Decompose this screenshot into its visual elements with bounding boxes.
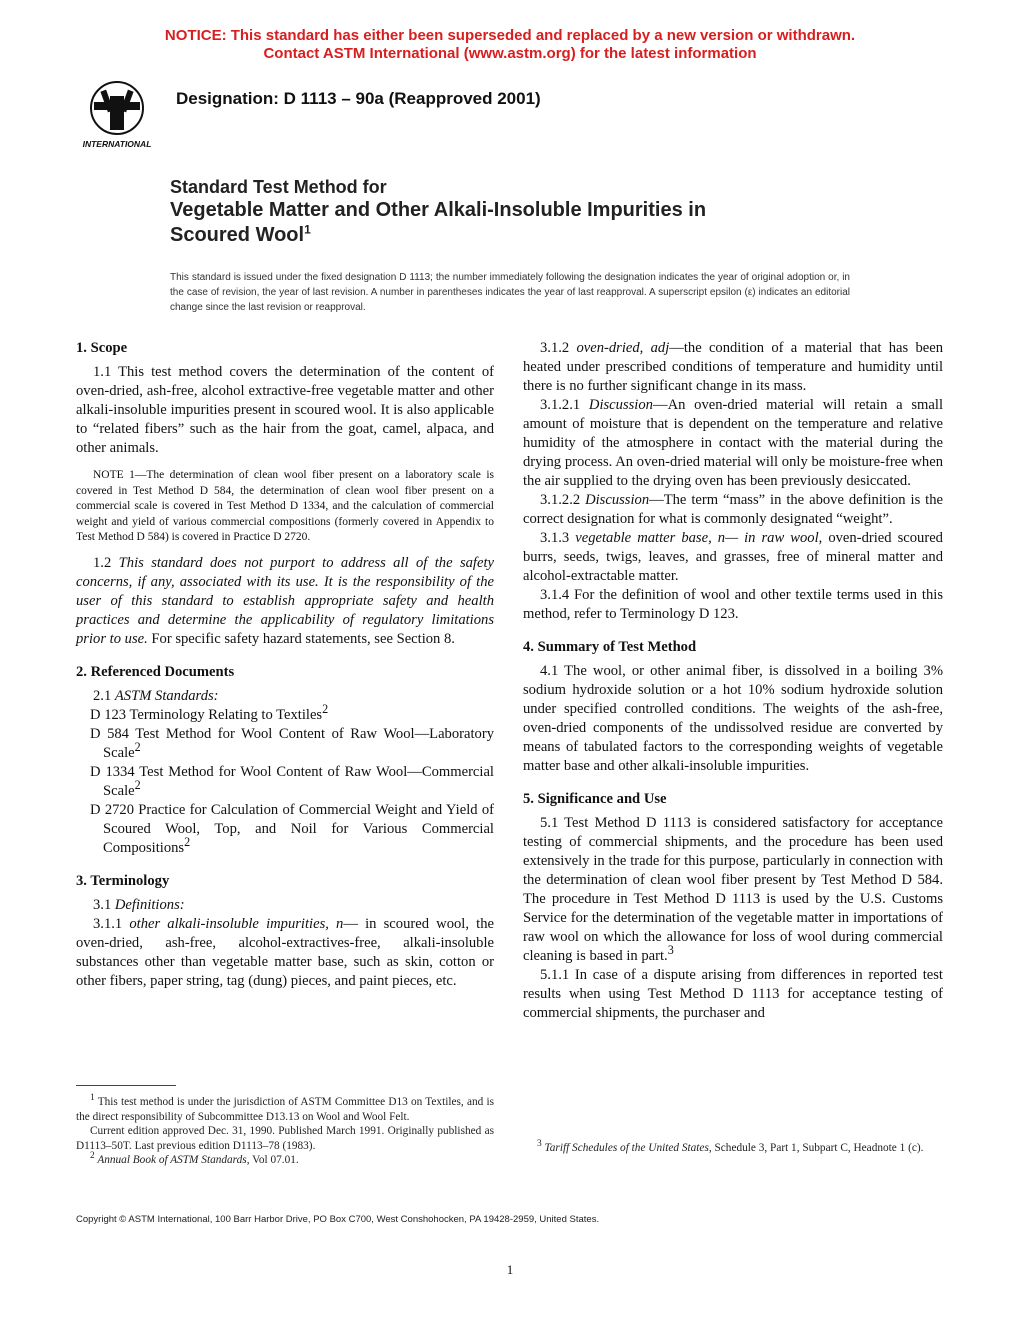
title-line-2: Vegetable Matter and Other Alkali-Insoluble Impurities in [170,199,707,221]
para-3-1-2 [523,339,943,396]
para-1-2-rest: For specific safety hazard statements, see Section 8. [147,630,455,647]
footnote-3-italic: Tariff Schedules of the United States [541,1142,709,1154]
logo-subtext: INTERNATIONAL [82,139,152,149]
para-3-1-2-num: 3.1.2 [540,340,577,356]
astm-logo [74,76,160,152]
document-title [170,176,870,248]
para-3-1-3 [523,529,943,586]
title-line-3: Scoured Wool [170,224,305,246]
para-3-1-num: 3.1 [93,896,115,913]
para-3-1-2-1-italic: Discussion [588,397,653,413]
footnote-1 [76,1095,494,1124]
para-3-1-1-num: 3.1.1 [93,915,130,932]
para-3-1-2-1-num: 3.1.2.1 [540,397,589,413]
para-2-1-num: 2.1 [93,687,115,704]
para-3-1-2-italic: oven-dried, adj [576,340,670,356]
note-1: NOTE 1—The determination of clean wool fiber present on a laboratory scale is covered in Test Method D 584, the determination of clean wool fiber present on a commercial scale is covered in Test Method D 1334, and the calculation of commercial weight and yield of various commercial compositions (formerly covered in Appendix to Test Method D 584) is covered in Practice D 2720. [76,469,494,543]
para-3-1-1-italic: other alkali-insoluble impurities, n [129,915,344,932]
reference-item [76,763,494,801]
right-column [523,339,943,1023]
reference-text: D 2720 Practice for Calculation of Commercial Weight and Yield of Scoured Wool, Top, and Noil for Various Commercial Compositions [90,801,494,856]
title-footnote-mark: 1 [304,222,311,237]
reference-text: D 584 Test Method for Wool Content of Raw Wool—Laboratory Scale [90,725,494,761]
para-3-1-2-2-italic: Discussion [585,492,650,508]
section-2-heading: 2. Referenced Documents [76,663,235,680]
reference-sup: 2 [184,834,191,849]
footnote-1-mark: 1 [90,1093,95,1104]
para-3-1-3-rest: , oven-dried scoured burrs, seeds, twigs, leaves, and grasses, free of mineral matter and alcohol-extractable matter. [523,530,943,584]
footnotes-left [76,1095,494,1168]
footnotes-right [523,1141,943,1156]
para-1-2-italic: This standard does not purport to address all of the safety concerns, if any, associated with its use. It is the responsibility of the user of this standard to establish appropriate safety and health practices and determine the applicability of regulatory limitations prior to use. [76,554,494,647]
footnote-2-rest: , Vol 07.01. [246,1154,299,1166]
para-5-1-sup: 3 [667,943,674,958]
copyright: Copyright © ASTM International, 100 Barr Harbor Drive, PO Box C700, West Conshohocken, PA 19428-2959, United States. [76,1214,600,1225]
para-3-1-3-num: 3.1.3 [540,530,576,546]
section-1-heading: 1. Scope [76,340,128,356]
designation: Designation: D 1113 – 90a (Reapproved 2001) [176,89,541,108]
reference-sup: 2 [134,739,141,754]
section-3-heading: 3. Terminology [76,872,170,889]
page-number: 1 [506,1262,514,1277]
para-3-1-1-rest: — in scoured wool, the oven-dried, ash-free, alcohol-extractives-free, alkali-insoluble substances other than vegetable matter base, such as skin, cotton or other fibers, paper string, tag (dung) pieces, and paint pieces, etc. [76,915,494,989]
para-5-1 [523,814,943,966]
reference-item [76,701,494,725]
reference-sup: 2 [322,701,329,716]
footnote-2 [76,1153,494,1168]
para-3-1-2-1-rest: —An oven-dried material will retain a small amount of moisture that is dependent on the temperature and relative humidity of the atmosphere in contact with the material during the drying process. An oven-dried material will only be moisture-free when the air supplied to the drying oven has been previously desiccated. [523,397,943,489]
left-column [76,339,494,991]
issued-statement: This standard is issued under the fixed designation D 1113; the number immediately following the designation indicates the year of original adoption or, in the case of revision, the year of last revision. A number in parentheses indicates the year of last reapproval. A superscript epsilon (ε) indicates an editorial change since the last revision or reapproval. [170,272,850,313]
para-3-1-1 [76,915,494,991]
footnote-3-rest: , Schedule 3, Part 1, Subpart C, Headnote 1 (c). [708,1142,924,1154]
para-3-1-2-2-num: 3.1.2.2 [540,492,586,508]
para-2-1-italic: ASTM Standards: [114,687,219,704]
footnote-1b: Current edition approved Dec. 31, 1990. Published March 1991. Originally published as D1113–50T. Last previous edition D1113–78 (1983). [76,1125,494,1152]
reference-item [76,725,494,763]
notice-line-2: Contact ASTM International (www.astm.org) for the latest information [263,45,757,62]
para-3-1-2-2-rest: —The term “mass” in the above definition is the correct designation for what is commonly designated “weight”. [523,492,944,527]
para-4-1: 4.1 The wool, or other animal fiber, is dissolved in a boiling 3% sodium hydroxide solution or a hot 10% sodium hydroxide solution under specified controlled conditions. The weights of the ash-free, oven-dried components of the undissolved residue are converted by means of tabulated factors to the corresponding weights of vegetable matter base and other alkali-insoluble impurities. [523,663,943,774]
section-5-heading: 5. Significance and Use [523,791,667,807]
footnote-rule [76,1085,176,1086]
notice-banner [0,27,1020,63]
para-5-1-1: 5.1.1 In case of a dispute arising from differences in reported test results when using Test Method D 1113 for acceptance testing of commercial shipments, the purchaser and [523,967,943,1021]
footnote-2-italic: Annual Book of ASTM Standards [94,1154,247,1166]
para-3-1-2-rest: —the condition of a material that has been heated under prescribed conditions of temperature and humidity until there is no further significant change in its mass. [523,340,943,394]
title-line-1: Standard Test Method for [170,177,387,197]
para-3-1 [76,896,494,915]
reference-text: D 123 Terminology Relating to Textiles [90,706,323,723]
para-2-1 [76,687,494,706]
astm-logo-icon [74,76,160,152]
notice-line-1: NOTICE: This standard has either been superseded and replaced by a new version or withdrawn. [164,27,856,44]
footnote-3-mark: 3 [537,1139,542,1150]
reference-item [76,801,494,858]
para-1-2-num: 1.2 [93,554,119,571]
reference-sup: 2 [134,777,141,792]
footnote-1-text: This test method is under the jurisdiction of ASTM Committee D13 on Textiles, and is the direct responsibility of Subcommittee D13.13 on Wool and Wool Felt. [76,1096,494,1123]
para-1-2 [76,554,494,649]
para-3-1-2-2 [523,491,943,529]
footnote-2-mark: 2 [90,1151,95,1162]
footnote-3 [523,1141,943,1156]
para-3-1-4: 3.1.4 For the definition of wool and other textile terms used in this method, refer to Terminology D 123. [523,587,943,622]
para-3-1-italic: Definitions: [114,896,185,913]
para-1-1: 1.1 This test method covers the determination of the content of oven-dried, ash-free, alcohol extractive-free vegetable matter and other alkali-insoluble impurities present in scoured wool. It is also applicable to “related fibers” such as the hair from the goat, camel, alpaca, and other animals. [76,364,494,456]
reference-text: D 1334 Test Method for Wool Content of Raw Wool—Commercial Scale [90,763,494,799]
para-3-1-2-1 [523,396,943,491]
para-3-1-3-italic: vegetable matter base, n— in raw wool [575,530,819,546]
para-5-1-text: 5.1 Test Method D 1113 is considered satisfactory for acceptance testing of commercial shipments, and the procedure has been used extensively in the trade for this purpose, particularly in connection with the determination of clean wool fiber present by Test Method D 584. The procedure in Test Method D 1113 is used by the U.S. Customs Service for the determination of the vegetable matter in importations of raw wool on which the allowance for loss of wool during commercial cleaning is based in part. [523,815,943,964]
section-4-heading: 4. Summary of Test Method [523,639,697,655]
